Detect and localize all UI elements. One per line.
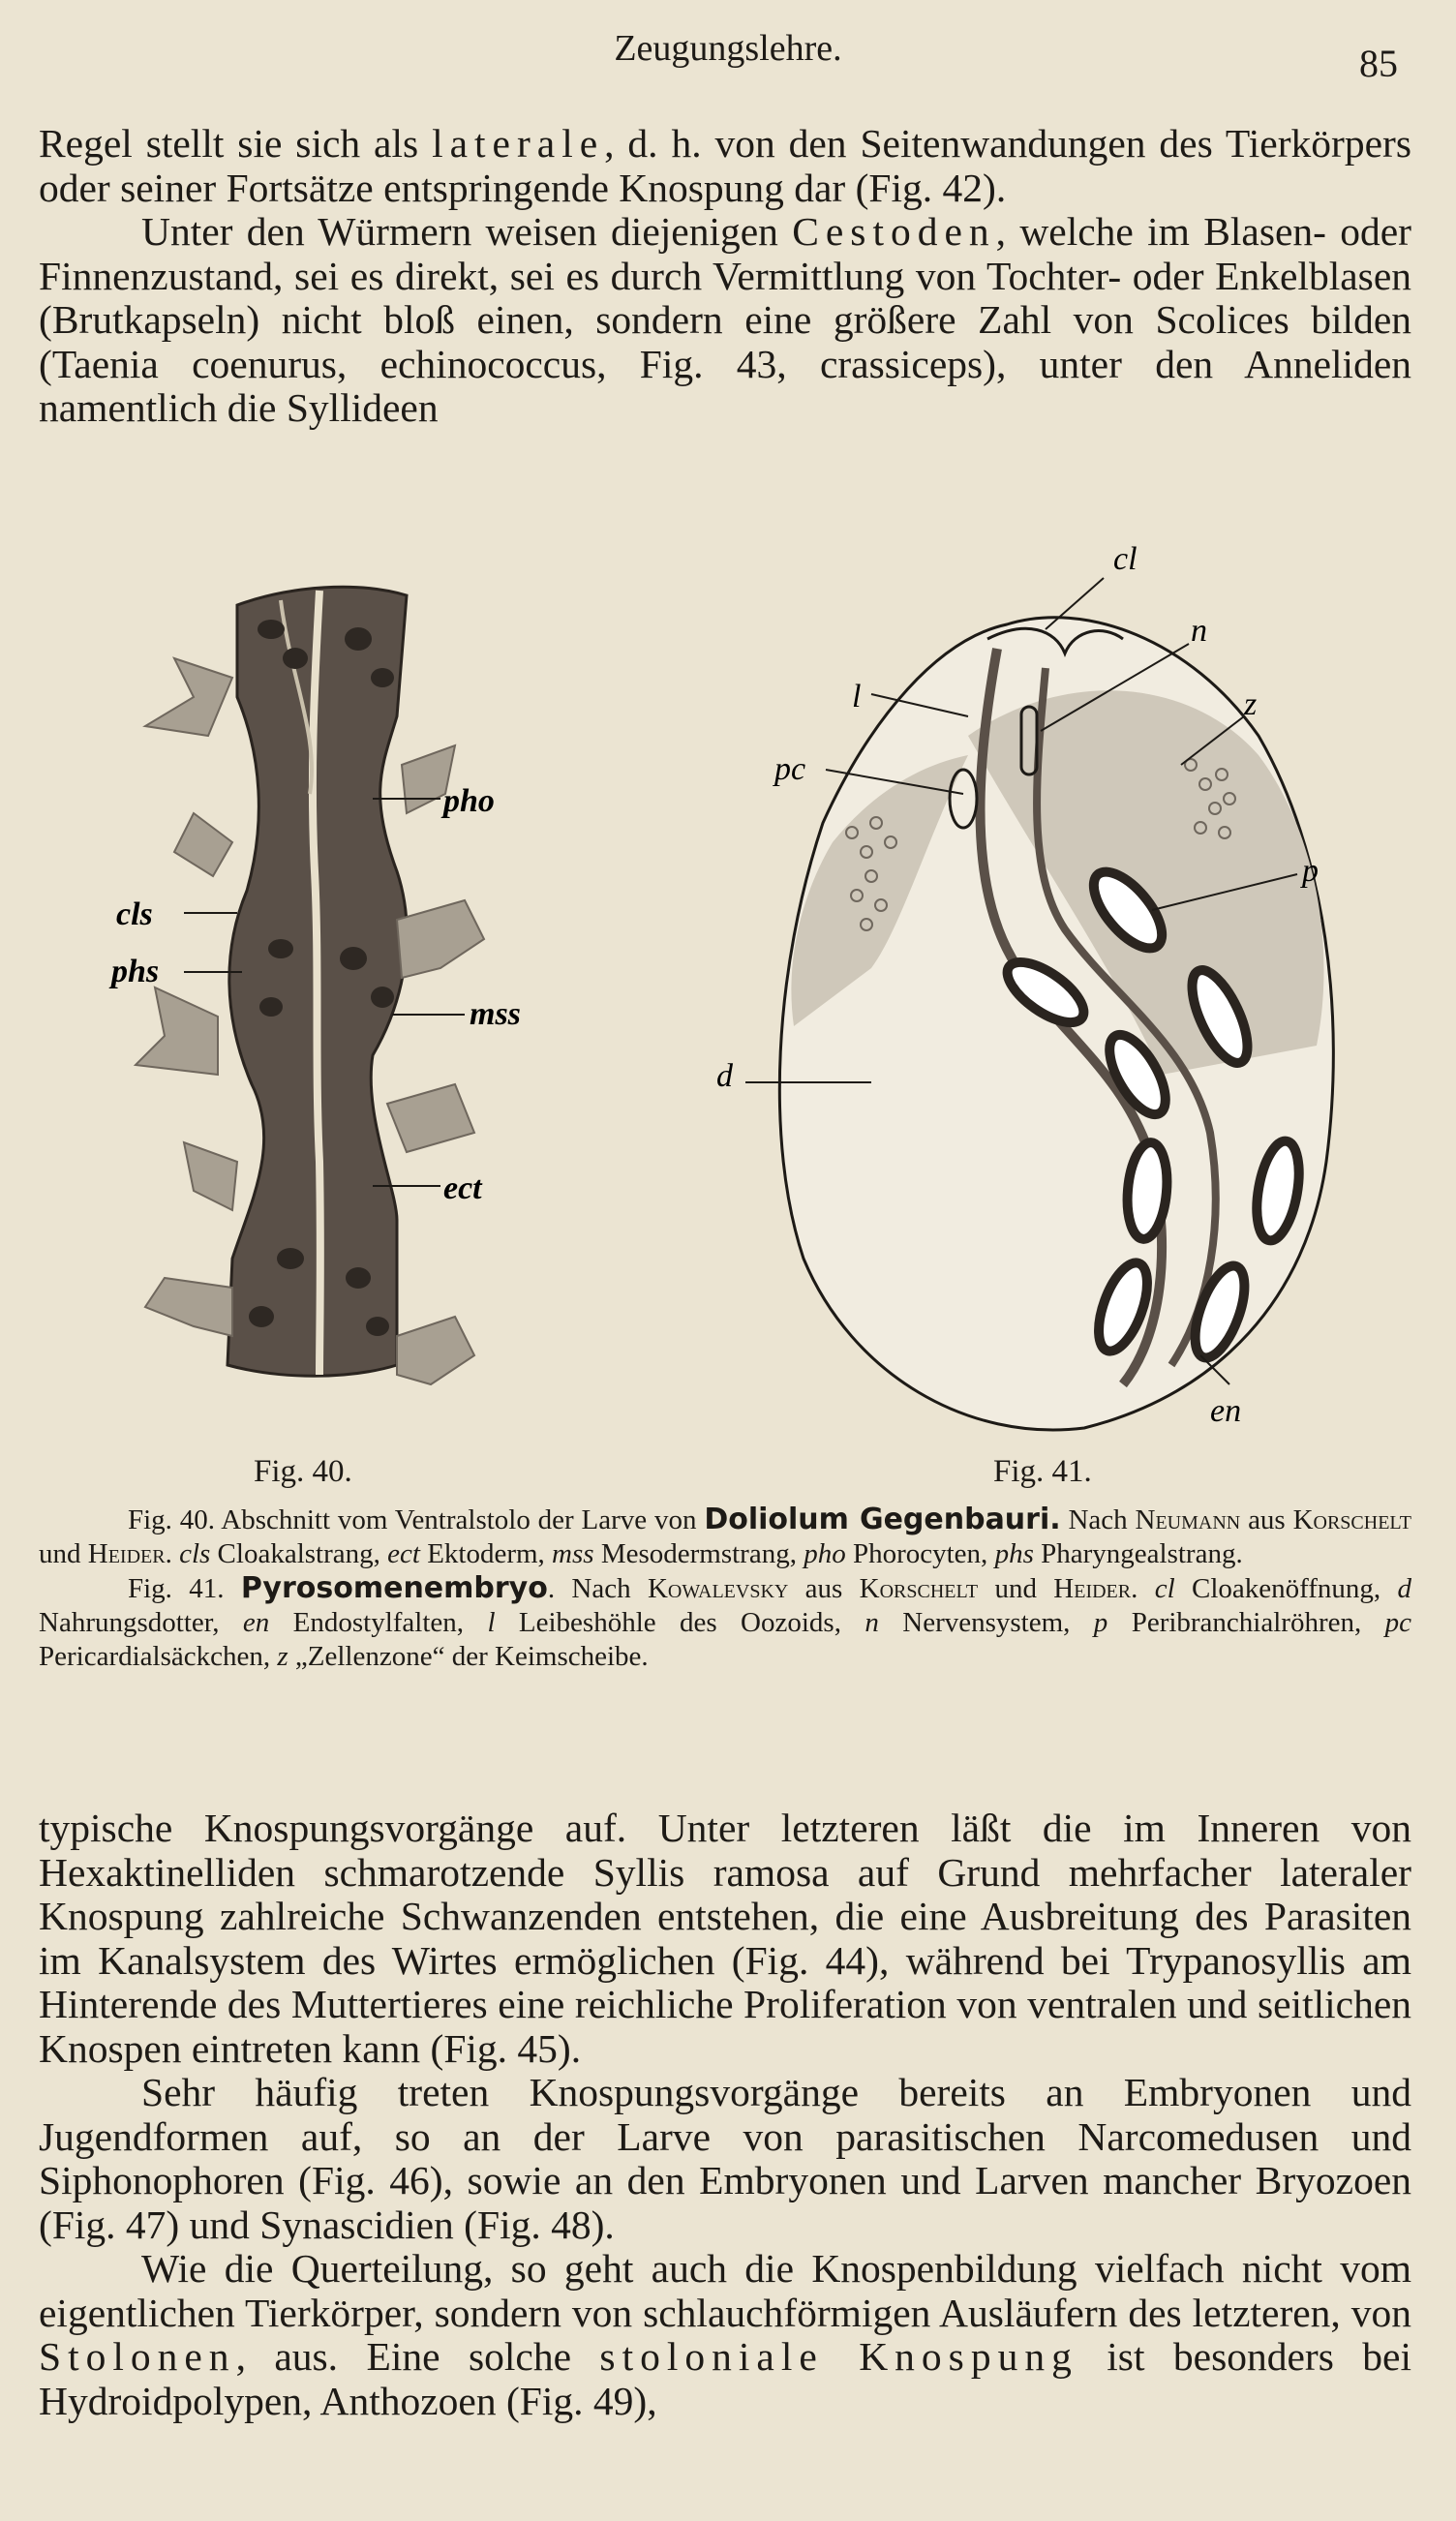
fig41-label-d: d (716, 1058, 733, 1094)
abbr-value: Cloakenöffnung, (1174, 1573, 1398, 1604)
p5-spaced-term-2: stoloniale Knospung (599, 2334, 1078, 2379)
caption-fig41-title: Pyrosomenembryo (240, 1571, 548, 1605)
abbr-key: pho (804, 1538, 846, 1569)
fig41-label: Fig. 41. (993, 1454, 1092, 1489)
fig40-label: Fig. 40. (254, 1454, 352, 1489)
abbr-key: d (1397, 1573, 1412, 1604)
caption-fig40-nach: Nach (1060, 1504, 1136, 1535)
top-text (39, 122, 1411, 431)
caption-fig40-und: und (39, 1538, 88, 1569)
p5-mid: , aus. Eine solche (235, 2334, 600, 2379)
caption-fig40-author1: Neumann (1135, 1504, 1241, 1535)
abbr-value: Mesodermstrang, (593, 1538, 804, 1569)
caption-fig41 (39, 1571, 1411, 1674)
caption-fig41-nach: . Nach (547, 1573, 648, 1604)
caption-fig41-author3: Heider (1053, 1573, 1132, 1604)
bottom-text (39, 1807, 1411, 2423)
caption-fig41-aus: aus (788, 1573, 860, 1604)
paragraph-2 (39, 210, 1411, 431)
fig41-label-z: z (1244, 686, 1258, 722)
p2-end: , welche im Blasen- oder Finnenzustand, sei es direkt, sei es durch Vermittlung von Tochter- oder Enkelblasen (Brutkapseln) nicht bloß einen, sondern eine größere Zahl von Scolices bilden (Taenia coenurus, echinococcus, Fig. 43, crassiceps), unter den Anneliden namentlich die Syllideen (39, 209, 1412, 430)
abbr-key: z (277, 1641, 288, 1672)
abbr-key: ect (387, 1538, 420, 1569)
p5-start: Wie die Querteilung, so geht auch die Knospenbildung vielfach nicht vom eigentlichen Tierkörper, sondern von schlauchförmigen Ausläufern des letzteren, von (39, 2246, 1411, 2335)
figure-40-illustration (0, 503, 1456, 1472)
fig41-label-pc: pc (774, 751, 806, 787)
abbr-value: Peribranchialröhren, (1107, 1607, 1385, 1638)
abbr-value: Endostylfalten, (269, 1607, 488, 1638)
caption-fig40-author2: Korschelt (1292, 1504, 1412, 1535)
caption-fig41-dot: . (1131, 1573, 1155, 1604)
abbr-key: cl (1154, 1573, 1175, 1604)
fig41-label-cl: cl (1113, 541, 1138, 577)
fig40-label-mss: mss (470, 996, 521, 1032)
fig41-label-l: l (852, 679, 862, 714)
abbr-value: Phorocyten, (845, 1538, 995, 1569)
caption-fig41-lead: Fig. 41. (128, 1573, 241, 1604)
abbr-value: „Zellenzone“ der Keimscheibe. (288, 1641, 649, 1672)
caption-fig40-species: Doliolum Gegenbauri. (704, 1503, 1061, 1536)
fig41-label-p: p (1302, 853, 1319, 889)
fig41-embryo (779, 618, 1333, 1430)
abbr-value: Pericardialsäckchen, (39, 1641, 278, 1672)
caption-fig40-lead: Fig. 40. Abschnitt vom Ventralstolo der Larve von (128, 1504, 705, 1535)
paragraph-3: typische Knospungsvorgänge auf. Unter letzteren läßt die im Inneren von Hexaktinelliden schmarotzende Syllis ramosa auf Grund mehrfacher lateraler Knospung zahlreiche Schwanzenden entstehen, die eine Ausbreitung des Parasiten im Kanalsystem des Wirtes ermöglichen (Fig. 44), während bei Trypanosyllis am Hinterende des Muttertieres eine reichliche Proliferation von ventralen und seitlichen Knospen eintreten kann (Fig. 45). (39, 1806, 1411, 2071)
abbr-key: p (1093, 1607, 1108, 1638)
fig40-label-ect: ect (443, 1170, 482, 1206)
abbr-key: l (487, 1607, 496, 1638)
page-header (39, 27, 1417, 85)
caption-fig41-author2: Korschelt (859, 1573, 979, 1604)
caption-fig41-author1: Kowalevsky (647, 1573, 789, 1604)
abbr-key: en (242, 1607, 270, 1638)
paragraph-1 (39, 122, 1411, 210)
abbr-value: Nervensystem, (878, 1607, 1094, 1638)
p5-spaced-term-1: Stolonen (39, 2334, 236, 2379)
abbr-key: phs (994, 1538, 1034, 1569)
abbr-key: pc (1384, 1607, 1411, 1638)
caption-fig40-author3: Heider (87, 1538, 166, 1569)
p2-spaced-term: Cestoden (792, 209, 996, 254)
abbr-key: n (864, 1607, 879, 1638)
paragraph-5 (39, 2247, 1411, 2423)
figure-area (0, 503, 1456, 1472)
fig41-label-en: en (1210, 1393, 1242, 1429)
paragraph-4: Sehr häufig treten Knospungsvorgänge bereits an Embryonen und Jugendformen auf, so an der Larve von parasitischen Narcomedusen und Siphonophoren (Fig. 46), sowie an den Embryonen und Larven mancher Bryozoen (Fig. 47) und Synascidien (Fig. 48). (39, 2070, 1411, 2247)
p2-start: Unter den Würmern weisen diejenigen (141, 209, 793, 254)
caption-fig40-dot: . (165, 1538, 180, 1569)
caption-fig41-und: und (978, 1573, 1054, 1604)
p5-end: ist besonders bei Hydroidpolypen, Anthozoen (Fig. 49), (39, 2334, 1412, 2423)
abbr-value: Leibeshöhle des Oozoids, (495, 1607, 865, 1638)
abbr-value: Cloakalstrang, (210, 1538, 388, 1569)
caption-fig40-aus: aus (1240, 1504, 1293, 1535)
page-number: 85 (1359, 42, 1398, 85)
fig40-stolon (136, 587, 484, 1384)
abbr-key: cls (179, 1538, 211, 1569)
fig40-label-pho: pho (443, 783, 495, 819)
fig41-label-n: n (1191, 613, 1207, 649)
abbr-value: Nahrungsdotter, (39, 1607, 243, 1638)
abbr-value: Ektoderm, (419, 1538, 553, 1569)
caption-fig40 (39, 1503, 1411, 1571)
p1-end: , d. h. von den Seitenwandungen des Tierkörpers oder seiner Fortsätze entspringende Knospung dar (Fig. 42). (39, 121, 1411, 210)
fig40-label-phs: phs (111, 954, 160, 989)
p1-spaced-term: laterale (432, 121, 605, 166)
figure-captions (39, 1503, 1411, 1674)
p1-start: Regel stellt sie sich als (39, 121, 433, 166)
running-head: Zeugungslehre. (614, 28, 842, 69)
abbr-value: Pharyngealstrang. (1033, 1538, 1243, 1569)
fig40-label-cls: cls (116, 896, 153, 932)
abbr-key: mss (552, 1538, 594, 1569)
